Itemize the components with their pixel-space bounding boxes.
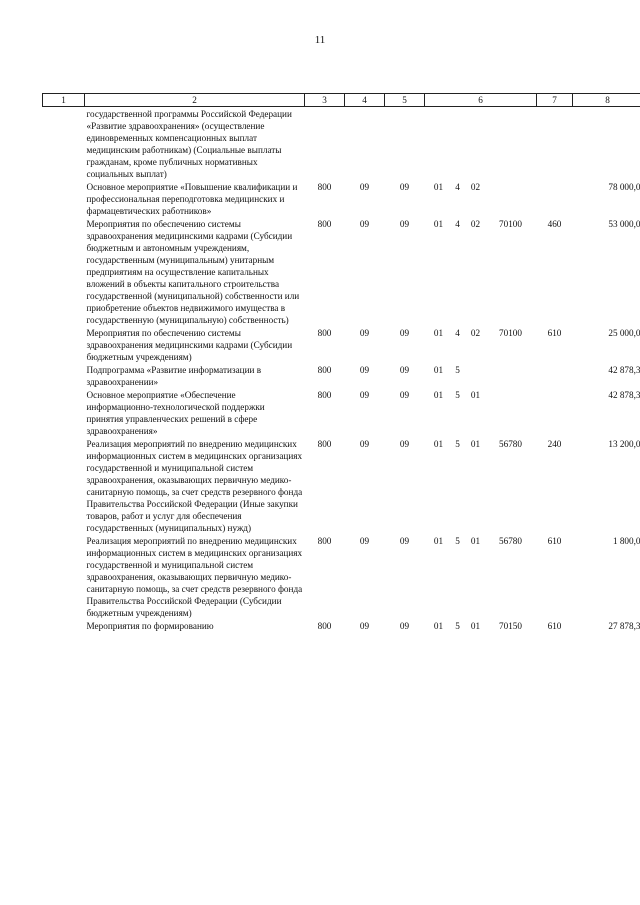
event-code: 01 xyxy=(470,390,481,400)
direction-code xyxy=(487,364,535,376)
event-code: 02 xyxy=(470,219,481,229)
budget-table xyxy=(42,93,640,632)
direction-code: 56780 xyxy=(499,439,522,449)
subsection-code: 09 xyxy=(399,219,410,229)
table-body xyxy=(43,107,640,633)
header-col-6: 6 xyxy=(425,94,537,107)
item-name: Мероприятия по формированию xyxy=(86,621,214,631)
cell-col-1 xyxy=(43,107,85,181)
header-col-4: 4 xyxy=(345,94,385,107)
expense-type-code xyxy=(537,107,573,181)
target-article-code xyxy=(425,619,537,632)
section-code: 09 xyxy=(359,536,370,546)
cell-col-1 xyxy=(43,363,85,388)
target-article-code xyxy=(425,180,537,217)
amount: 1 800,0 xyxy=(612,536,640,546)
subprogram-code: 5 xyxy=(455,390,460,400)
ministry-code: 800 xyxy=(317,219,332,229)
ministry-code: 800 xyxy=(317,328,332,338)
event-code: 01 xyxy=(470,536,481,546)
expense-type-code: 460 xyxy=(547,219,562,229)
ministry-code: 800 xyxy=(317,536,332,546)
subprogram-code: 5 xyxy=(455,365,460,375)
cell-col-1 xyxy=(43,326,85,363)
section-code: 09 xyxy=(359,328,370,338)
amount: 13 200,0 xyxy=(608,439,640,449)
event-code: 02 xyxy=(470,328,481,338)
amount: 25 000,0 xyxy=(608,328,640,338)
section-code: 09 xyxy=(359,439,370,449)
amount: 42 878,3 xyxy=(608,365,640,375)
target-article-code xyxy=(425,326,537,363)
expense-type-code: 610 xyxy=(547,536,562,546)
table-row xyxy=(43,107,640,181)
target-article-code xyxy=(425,388,537,437)
program-code: 01 xyxy=(433,182,444,192)
expense-type-code: 610 xyxy=(547,328,562,338)
item-name: Основное мероприятие «Обеспечение информационно-технологической поддержки принятия управленческих решений в сфере здравоохранения» xyxy=(86,390,265,436)
section-code: 09 xyxy=(359,390,370,400)
event-code: 02 xyxy=(470,182,481,192)
target-article-code xyxy=(425,437,537,534)
subprogram-code: 4 xyxy=(455,219,460,229)
target-article-code xyxy=(425,217,537,326)
section-code: 09 xyxy=(359,365,370,375)
amount: 27 878,3 xyxy=(608,621,640,631)
direction-code: 56780 xyxy=(499,536,522,546)
ministry-code xyxy=(305,107,345,181)
cell-col-1 xyxy=(43,619,85,632)
section-code xyxy=(345,107,385,181)
subsection-code: 09 xyxy=(399,390,410,400)
program-code: 01 xyxy=(433,536,444,546)
table-row xyxy=(43,180,640,217)
item-name: Основное мероприятие «Повышение квалификации и профессиональная переподготовка медицинских и фармацевтических работников» xyxy=(86,182,298,216)
ministry-code: 800 xyxy=(317,621,332,631)
header-col-1: 1 xyxy=(43,94,85,107)
header-col-2: 2 xyxy=(85,94,305,107)
event-code xyxy=(465,364,487,376)
direction-code xyxy=(487,181,535,193)
item-name: Подпрограмма «Развитие информатизации в здравоохранении» xyxy=(86,365,262,387)
item-name: Мероприятия по обеспечению системы здравоохранения медицинскими кадрами (Субсидии бюджетным и автономным учреждениям, государственным (муниципальным) унитарным предприятиям на осуществление капитальных вложений в объекты капитального строительства государственной (муниципальной) собственности или приобретение объектов недвижимого имущества в государственную (муниципальную) собственность) xyxy=(86,219,300,325)
program-code: 01 xyxy=(433,621,444,631)
ministry-code: 800 xyxy=(317,182,332,192)
subsection-code: 09 xyxy=(399,328,410,338)
subprogram-code: 4 xyxy=(455,328,460,338)
expense-type-code: 240 xyxy=(547,439,562,449)
page-number: 11 xyxy=(314,34,326,46)
item-name: Реализация мероприятий по внедрению медицинских информационных систем в медицинских организациях государственной и муниципальной систем здравоохранения, оказывающих первичную медико-санитарную помощь, за счет средств резервного фонда Правительства Российской Федерации (Субсидии бюджетным учреждениям) xyxy=(86,536,303,618)
amount: 42 878,3 xyxy=(608,390,640,400)
amount: 78 000,0 xyxy=(608,182,640,192)
subsection-code: 09 xyxy=(399,182,410,192)
table-row xyxy=(43,217,640,326)
subprogram-code: 4 xyxy=(455,182,460,192)
table-row xyxy=(43,534,640,619)
subsection-code: 09 xyxy=(399,439,410,449)
header-row xyxy=(43,94,640,107)
ministry-code: 800 xyxy=(317,439,332,449)
item-name: государственной программы Российской Федерации «Развитие здравоохранения» (осуществление единовременных компенсационных выплат медицинским работникам) (Социальные выплаты гражданам, кроме публичных нормативных социальных выплат) xyxy=(86,109,292,179)
item-name: Мероприятия по обеспечению системы здравоохранения медицинскими кадрами (Субсидии бюджетным учреждениям) xyxy=(86,328,293,362)
direction-code: 70100 xyxy=(499,219,522,229)
target-article-code xyxy=(425,107,537,181)
amount xyxy=(573,107,640,181)
cell-col-1 xyxy=(43,388,85,437)
program-code: 01 xyxy=(433,328,444,338)
cell-col-1 xyxy=(43,180,85,217)
expense-type-code xyxy=(537,388,573,437)
program-code: 01 xyxy=(433,390,444,400)
program-code: 01 xyxy=(433,365,444,375)
subsection-code xyxy=(385,107,425,181)
table-row xyxy=(43,388,640,437)
subprogram-code: 5 xyxy=(455,621,460,631)
program-code: 01 xyxy=(433,439,444,449)
subprogram-code: 5 xyxy=(455,536,460,546)
header-col-3: 3 xyxy=(305,94,345,107)
subprogram-code: 5 xyxy=(455,439,460,449)
table-row xyxy=(43,619,640,632)
subsection-code: 09 xyxy=(399,536,410,546)
expense-type-code xyxy=(537,363,573,388)
table-row xyxy=(43,437,640,534)
cell-col-1 xyxy=(43,437,85,534)
expense-type-code: 610 xyxy=(547,621,562,631)
ministry-code: 800 xyxy=(317,390,332,400)
target-article-code xyxy=(425,363,537,388)
header-col-7: 7 xyxy=(537,94,573,107)
section-code: 09 xyxy=(359,219,370,229)
cell-col-1 xyxy=(43,217,85,326)
header-col-5: 5 xyxy=(385,94,425,107)
cell-col-1 xyxy=(43,534,85,619)
table-row xyxy=(43,326,640,363)
subsection-code: 09 xyxy=(399,621,410,631)
section-code: 09 xyxy=(359,621,370,631)
event-code: 01 xyxy=(470,439,481,449)
table-row xyxy=(43,363,640,388)
item-name: Реализация мероприятий по внедрению медицинских информационных систем в медицинских организациях государственной и муниципальной систем здравоохранения, оказывающих первичную медико-санитарную помощь, за счет средств резервного фонда Правительства Российской Федерации (Иные закупки товаров, работ и услуг для обеспечения государственных (муниципальных) нужд) xyxy=(86,439,303,533)
amount: 53 000,0 xyxy=(608,219,640,229)
section-code: 09 xyxy=(359,182,370,192)
ministry-code: 800 xyxy=(317,365,332,375)
direction-code: 70100 xyxy=(499,328,522,338)
event-code: 01 xyxy=(470,621,481,631)
direction-code: 70150 xyxy=(499,621,522,631)
header-col-8: 8 xyxy=(573,94,640,107)
program-code: 01 xyxy=(433,219,444,229)
direction-code xyxy=(487,389,535,401)
subsection-code: 09 xyxy=(399,365,410,375)
expense-type-code xyxy=(537,180,573,217)
target-article-code xyxy=(425,534,537,619)
